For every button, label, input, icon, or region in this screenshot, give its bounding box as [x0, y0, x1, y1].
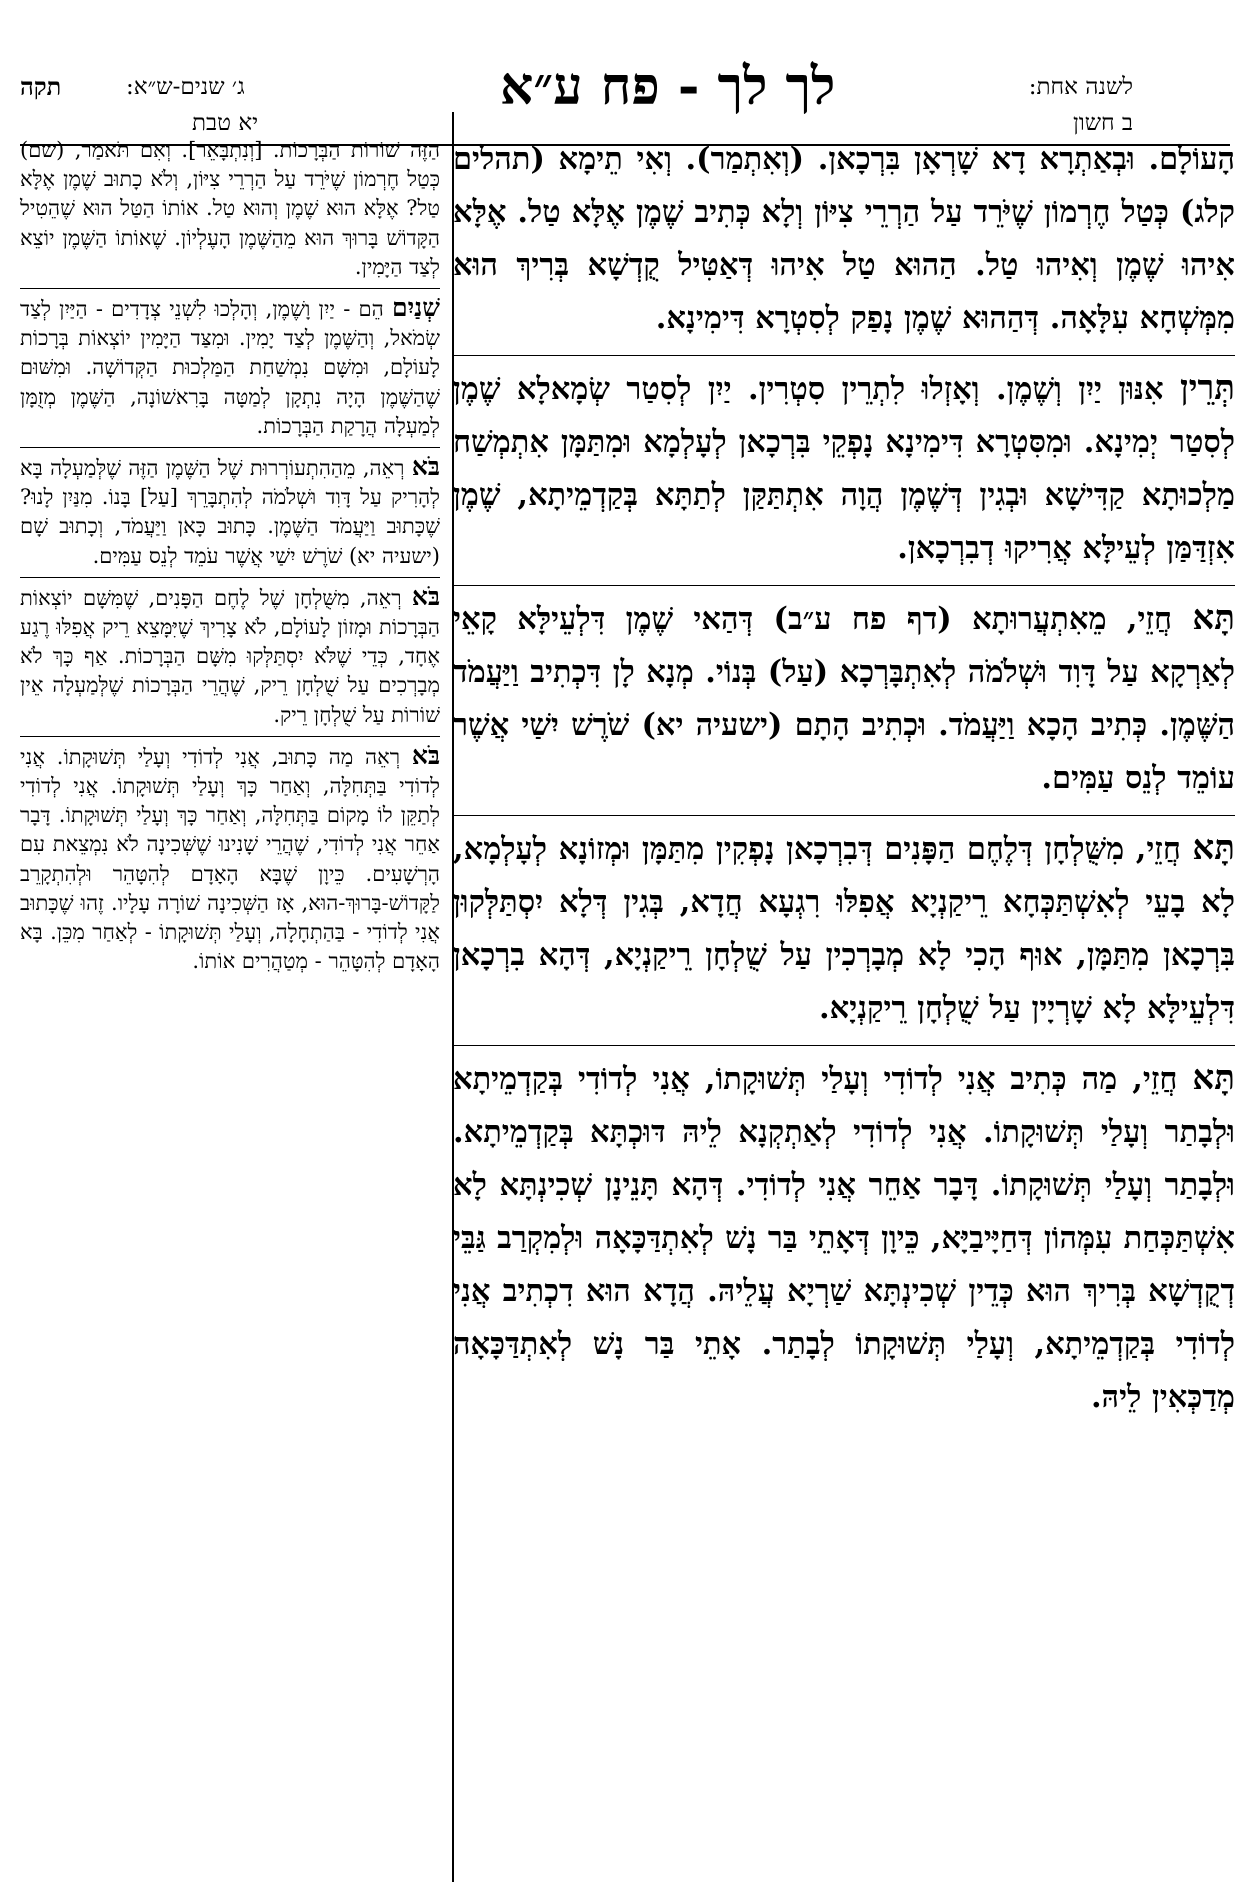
paragraph-separator [453, 1045, 1235, 1046]
main-paragraph [453, 822, 1235, 1041]
paragraph-separator [20, 447, 440, 448]
translation-paragraph [20, 582, 440, 734]
paragraph-separator [453, 815, 1235, 816]
paragraph-lead-word: תָּא [1192, 598, 1235, 638]
paragraph-text: חֲזֵי, מַה כְּתִיב אֲנִי לְדוֹדִי וְעָלַי תְּשׁוּקָתוֹ, אֲנִי לְדוֹדִי בְּקַדְמֵיתָא וּלְבָתַר וְעָלַי תְּשׁוּקָתוֹ. אֲנִי לְדוֹדִי לְאַתְקְנָא לֵיהּ דּוּכְתָּא בְּקַדְמֵיתָא. וּלְבָתַר וְעָלַי תְּשׁוּקָתוֹ. דָּבָר אַחֵר אֲנִי לְדוֹדִי. דְּהָא תָּנֵינָן שְׁכִינְתָּא לָא אִשְׁתַּכְּחַת עִמְּהוֹן דְּחַיָּיבַיָּא, כֵּיוָן דְּאָתֵי בַּר נָשׁ לְאִתְדַּכָּאָה וּלְמִקְרַב גַּבֵּי דְקֻדְשָׁא בְּרִיךְ הוּא כְּדֵין שְׁכִינְתָּא שַׁרְיָא עֲלֵיהּ. הֲדָא הוּא דִכְתִיב אֲנִי לְדוֹדִי בְּקַדְמֵיתָא, וְעָלַי תְּשׁוּקָתוֹ לְבָתַר. אָתֵי בַּר נָשׁ לְאִתְדַּכָּאָה מְדַכְּאִין לֵיהּ. [453, 1061, 1235, 1415]
paragraph-text: רְאֵה, מֵהַהִתְעוֹרְרוּת שֶׁל הַשֶּׁמֶן הַזֶּה שֶׁלְּמַעְלָה בָּא לְהָרִיק עַל דָּוִד וּשְׁלֹמֹה לְהִתְבָּרֵךְ [עַל] בָּנוֹ. מִנַּיִן לָנוּ? שֶׁכָּתוּב וַיַּעֲמֹד הַשֶּׁמֶן. כָּתוּב כָּאן וַיַּעֲמֹד, וְכָתוּב שָׁם (ישעיה יא) שֹׁרֶשׁ יִשַׁי אֲשֶׁר עֹמֵד לְנֵס עַמִּים. [20, 456, 440, 568]
paragraph-lead-word: בֹּא [411, 581, 440, 611]
translation-paragraph [20, 452, 440, 575]
header-left-line2: יא טבת [192, 110, 259, 136]
paragraph-separator [20, 577, 440, 578]
main-paragraph [453, 132, 1235, 351]
paragraph-lead-word: בֹּא [411, 452, 440, 482]
header-left-line1: ג׳ שנים-ש״א: [126, 74, 245, 100]
paragraph-lead-word: תָּא [1192, 828, 1235, 868]
paragraph-text: רְאֵה, מִשֻּׁלְחָן שֶׁל לֶחֶם הַפָּנִים, שֶׁמִּשָּׁם יוֹצְאוֹת הַבְּרָכוֹת וּמָזוֹן לָעוֹלָם, לֹא צָרִיךְ שֶׁיִּמָּצֵא רֵיק אֲפִלּוּ רֶגַע אֶחָד, כְּדֵי שֶׁלֹּא יִסְתַּלְּקוּ מִשָּׁם הַבְּרָכוֹת. אַף כָּךְ לֹא מְבָרְכִים עַל שֻׁלְחָן רֵיק, שֶׁהֲרֵי הַבְּרָכוֹת שֶׁלְּמַעְלָה אֵין שׁוֹרוֹת עַל שֻׁלְחָן רֵיק. [20, 585, 440, 727]
paragraph-lead-word: שְׁנַיִם [392, 293, 440, 323]
paragraph-lead-word: תְּרֵין [1179, 368, 1235, 408]
page-title: לך לך - פח ע״א [500, 56, 836, 117]
header-right-line2: ב חשון [1072, 110, 1133, 136]
paragraph-text: חֲזֵי, מִשֻּׁלְחָן דְּלֶחֶם הַפָּנִים דְּבִרְכָאן נָפְקִין מִתַּמָּן וּמְזוֹנָא לְעָלְמָא, לָא בָעֵי לְאִשְׁתַּכְּחָא רֵיקַנְיָא אֲפִלּוּ רִגְעָא חֲדָא, בְּגִין דְּלָא יִסְתַּלְּקוּן בִּרְכָאן מִתַּמָּן, אוּף הָכִי לָא מְבָרְכִין עַל שֻׁלְחָן רֵיקַנְיָא, דְּהָא בִרְכָאן דִּלְעֵילָּא לָא שָׁרְיָין עַל שֻׁלְחָן רֵיקַנְיָא. [453, 831, 1235, 1026]
translation-paragraph [20, 134, 440, 286]
paragraph-lead-word: תָּא [1192, 1058, 1235, 1098]
paragraph-separator [20, 288, 440, 289]
paragraph-text: חֲזֵי, מֵאִתְעֲרוּתָא (דף פח ע״ב) דְּהַאי שֶׁמֶן דִּלְעֵילָּא קָאֵי לְאַרְקָא עַל דָּוִד וּשְׁלֹמֹה לְאִתְבָּרְכָא (עַל) בְּנוֹי. מְנָא לָן דִּכְתִיב וַיַּעֲמֹד הַשֶּׁמֶן. כְּתִיב הָכָא וַיַּעֲמֹד. וּכְתִיב הָתָם (ישעיה יא) שֹׁרֶשׁ יִשַׁי אֲשֶׁר עוֹמֵד לְנֵס עַמִּים. [453, 601, 1235, 796]
translation-paragraph [20, 293, 440, 445]
main-paragraph [453, 362, 1235, 581]
main-paragraph [453, 592, 1235, 811]
page-header [0, 40, 1253, 136]
paragraph-lead-word: בֹּא [411, 740, 440, 770]
paragraph-text: הַזֶּה שׁוֹרוֹת הַבְּרָכוֹת. [וְנִתְבָּאֵר]. וְאִם תֹּאמַר, (שם) כְּטַל חֶרְמוֹן שֶׁיֹּרֵד עַל הַרְרֵי צִיּוֹן, וְלֹא כָתוּב שֶׁמֶן אֶלָּא טַל? אֶלָּא הוּא שֶׁמֶן וְהוּא טַל. אוֹתוֹ הַטַּל הוּא שֶׁהֵטִיל הַקָּדוֹשׁ בָּרוּךְ הוּא מֵהַשֶּׁמֶן הָעֶלְיוֹן. שֶׁאוֹתוֹ הַשֶּׁמֶן יוֹצֵא לְצַד הַיָּמִין. [20, 138, 440, 279]
main-paragraph [453, 1052, 1235, 1424]
paragraph-text: הֵם - יַיִן וָשֶׁמֶן, וְהָלְכוּ לִשְׁנֵי צְדָדִים - הַיַּיִן לְצַד שְׂמֹאל, וְהַשֶּׁמֶן לְצַד יָמִין. וּמִצַּד הַיָּמִין יוֹצְאוֹת בְּרָכוֹת לָעוֹלָם, וּמִשָּׁם נִמְשַׁחַת הַמַּלְכוּת הַקְּדוֹשָׁה. וּמִשּׁוּם שֶׁהַשֶּׁמֶן הָיָה נִתְקָן לְמַטָּה בָּרִאשׁוֹנָה, הַשֶּׁמֶן מְזֻמָּן לְמַעְלָה הֲרָקַת הַבְּרָכוֹת. [20, 297, 440, 438]
paragraph-text: רְאֵה מַה כָּתוּב, אֲנִי לְדוֹדִי וְעָלַי תְּשׁוּקָתוֹ. אֲנִי לְדוֹדִי בַּתְּחִלָּה, וְאַחַר כָּךְ וְעָלַי תְּשׁוּקָתוֹ. אֲנִי לְדוֹדִי לְתַקֵּן לוֹ מָקוֹם בַּתְּחִלָּה, וְאַחַר כָּךְ וְעָלַי תְּשׁוּקָתוֹ. דָּבָר אַחֵר אֲנִי לְדוֹדִי, שֶׁהֲרֵי שָׁנִינוּ שֶׁשְּׁכִינָה לֹא נִמְצֵאת עִם הָרְשָׁעִים. כֵּיוָן שֶׁבָּא הָאָדָם לְהִטָּהֵר וּלְהִתְקָרֵב לַקָּדוֹשׁ-בָּרוּךְ-הוּא, אָז הַשְּׁכִינָה שׁוֹרָה עָלָיו. זֶהוּ שֶׁכָּתוּב אֲנִי לְדוֹדִי - בַּהַתְחָלָה, וְעָלַי תְּשׁוּקָתוֹ - לְאַחַר מִכֵּן. בָּא הָאָדָם לְהִטָּהֵר - מְטַהֲרִים אוֹתוֹ. [20, 744, 440, 974]
paragraph-separator [453, 355, 1235, 356]
translation-column [20, 134, 440, 976]
header-right-line1: לשנה אחת: [1028, 74, 1133, 100]
paragraph-separator [20, 736, 440, 737]
translation-paragraph [20, 741, 440, 977]
paragraph-text: הָעוֹלָם. וּבְאַתְרָא דָא שָׁרְאָן בִּרְכָאן. (וְאִתְמַר). וְאִי תֵימָא (תהלים קלג) כְּטַל חֶרְמוֹן שֶׁיֹּרֵד עַל הַרְרֵי צִיּוֹן וְלָא כְּתִיב שֶׁמֶן אֶלָּא טַל. אֶלָּא אִיהוּ שֶׁמֶן וְאִיהוּ טַל. הַהוּא טַל אִיהוּ דְּאַטִּיל קֻדְשָׁא בְּרִיךְ הוּא מִמְּשְׁחָא עִלָּאָה. דְּהַהוּא שֶׁמֶן נָפַק לְסִטְרָא דִּימִינָא. [453, 141, 1235, 336]
paragraph-text: אִנּוּן יַיִן וְשֶׁמֶן. וְאָזְלוּ לִתְרֵין סִטְרִין. יַיִן לְסִטַר שְׂמָאלָא שֶׁמֶן לְסִטַר יְמִינָא. וּמִסִּטְרָא דִּימִינָא נָפְקֵי בִּרְכָאן לְעָלְמָא וּמִתַּמָּן אִתְמְשַׁח מַלְכוּתָא קַדִּישָׁא וּבְגִין דְּשֶׁמֶן הֲוָה אִתְתַּקַּן לְתַתָּא בְּקַדְמֵיתָא, שֶׁמֶן אִזְדַּמַּן לְעֵילָּא אֲרִיקוּ דְבִרְכָאן. [453, 371, 1235, 566]
paragraph-separator [453, 585, 1235, 586]
main-text-column [453, 132, 1235, 1424]
page-number: תקה [20, 72, 62, 101]
